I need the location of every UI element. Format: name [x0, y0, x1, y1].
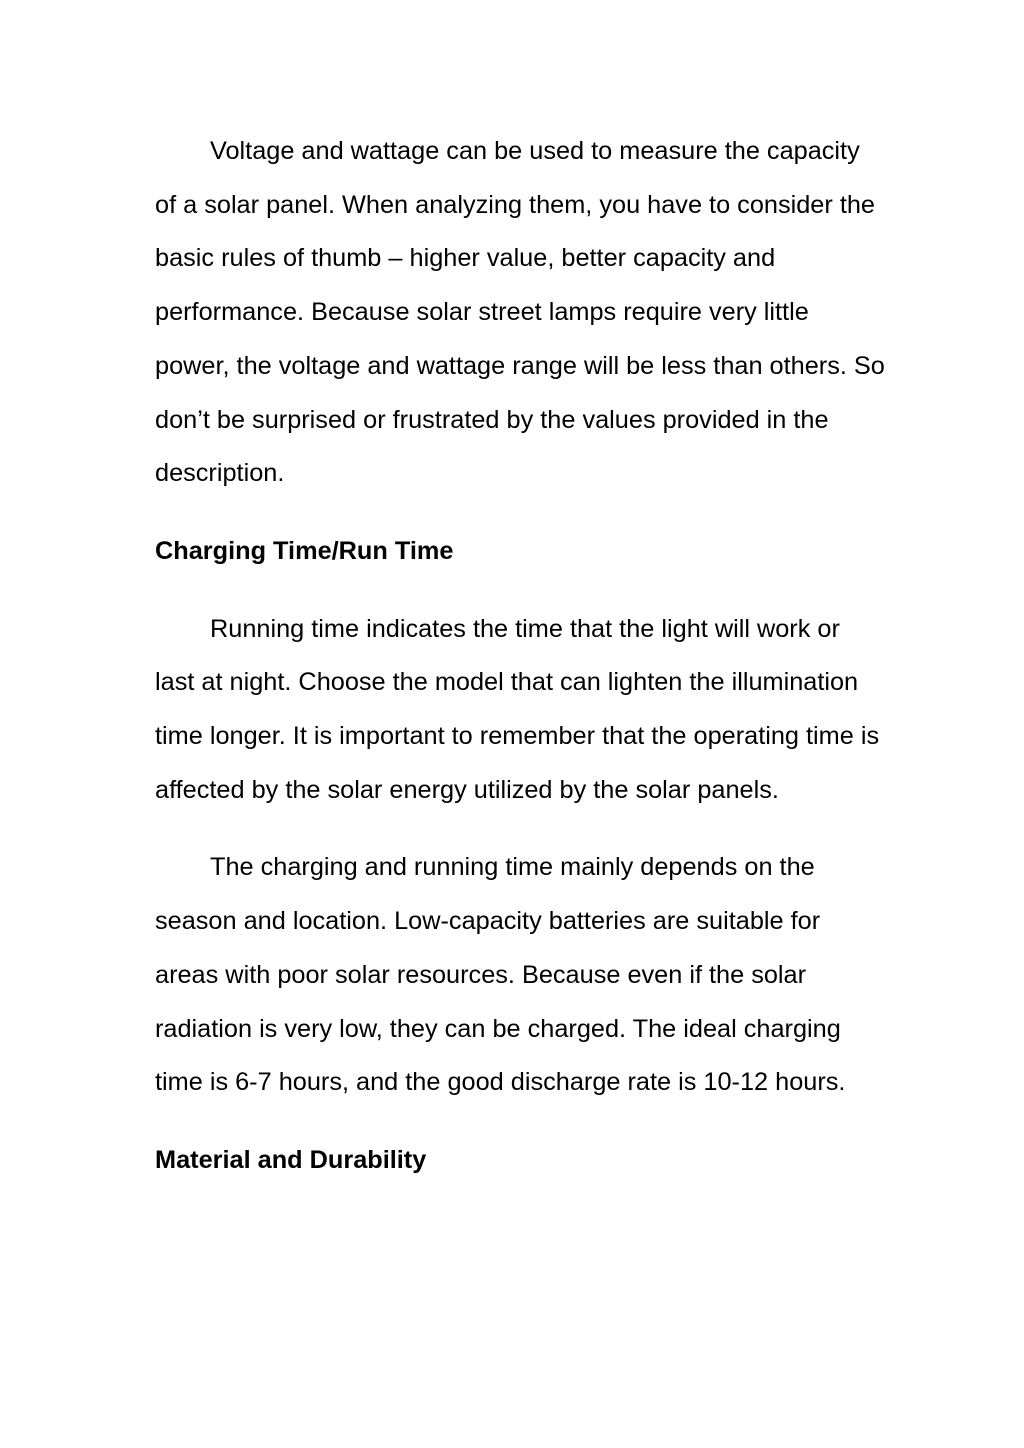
spacer — [155, 1110, 885, 1134]
paragraph-charging-running: The charging and running time mainly depends on the season and location. Low-capacity batteries are suitable for areas with poor solar resources. Because even if the solar radiation is very low, they can be charged. The ideal charging time is 6-7 hours, and the good discharge rate is 10-12 hours. — [155, 853, 846, 1097]
section-heading-charging-time: Charging Time/Run Time — [155, 536, 454, 565]
section-heading-material: Material and Durability — [155, 1145, 427, 1174]
paragraph-running-time: Running time indicates the time that the light will work or last at night. Choose the model that can lighten the illumination time longer. It is important to remember that the operating time is affected by the solar energy utilized by the solar panels. — [155, 614, 880, 804]
document-body — [155, 125, 885, 1188]
spacer — [155, 817, 885, 841]
spacer — [155, 579, 885, 603]
spacer — [155, 501, 885, 525]
paragraph-voltage-wattage: Voltage and wattage can be used to measure the capacity of a solar panel. When analyzing them, you have to consider the basic rules of thumb – higher value, better capacity and performance. Because solar street lamps require very little power, the voltage and wattage range will be less than others. So don’t be surprised or frustrated by the values provided in the description. — [155, 137, 885, 488]
